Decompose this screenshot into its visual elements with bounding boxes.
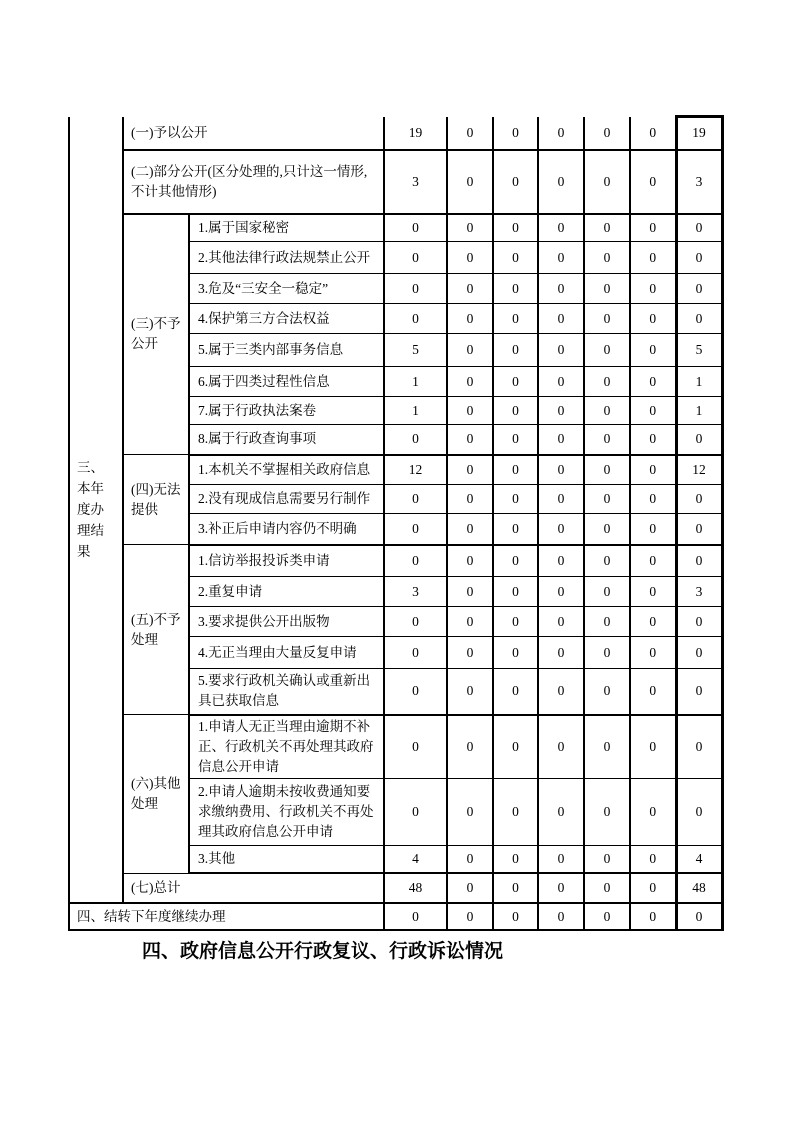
- value-cell: 0: [630, 214, 676, 242]
- value-cell: 0: [384, 545, 447, 577]
- value-cell: 0: [538, 637, 584, 669]
- value-cell: 0: [384, 214, 447, 242]
- value-cell: 0: [384, 778, 447, 845]
- value-cell: 0: [630, 545, 676, 577]
- value-cell: 0: [384, 304, 447, 334]
- value-cell: 0: [630, 715, 676, 779]
- value-cell: 0: [447, 778, 493, 845]
- row-item-label-cell: 8.属于行政查询事项: [189, 425, 384, 455]
- value-cell: 0: [676, 715, 722, 779]
- value-cell: 0: [384, 242, 447, 274]
- value-cell: 0: [676, 607, 722, 637]
- row-item-label-cell: 1.信访举报投诉类申请: [189, 545, 384, 577]
- value-cell: 0: [538, 669, 584, 715]
- value-cell: 12: [676, 455, 722, 485]
- value-cell: 0: [630, 425, 676, 455]
- value-cell: 0: [584, 117, 630, 150]
- value-cell: 0: [493, 715, 538, 779]
- value-cell: 0: [630, 637, 676, 669]
- value-cell: 0: [493, 274, 538, 304]
- value-cell: 0: [538, 903, 584, 930]
- value-cell: 5: [384, 334, 447, 367]
- value-cell: 0: [538, 304, 584, 334]
- value-cell: 0: [447, 545, 493, 577]
- table-row: [69, 715, 722, 779]
- row-label-cell: (二)部分公开(区分处理的,只计这一情形,不计其他情形): [123, 150, 384, 214]
- value-cell: 0: [630, 778, 676, 845]
- value-cell: 0: [493, 214, 538, 242]
- value-cell: 0: [676, 485, 722, 514]
- value-cell: 0: [493, 669, 538, 715]
- value-cell: 0: [493, 514, 538, 545]
- value-cell: 0: [584, 367, 630, 397]
- value-cell: 4: [676, 845, 722, 873]
- value-cell: 5: [676, 334, 722, 367]
- table-row: [69, 455, 722, 485]
- value-cell: 0: [493, 150, 538, 214]
- value-cell: 0: [493, 873, 538, 903]
- value-cell: 0: [493, 304, 538, 334]
- value-cell: 0: [384, 903, 447, 930]
- row-item-label-cell: 2.没有现成信息需要另行制作: [189, 485, 384, 514]
- value-cell: 0: [447, 455, 493, 485]
- value-cell: 0: [584, 514, 630, 545]
- value-cell: 0: [447, 242, 493, 274]
- value-cell: 0: [676, 242, 722, 274]
- row-item-label-cell: 3.补正后申请内容仍不明确: [189, 514, 384, 545]
- value-cell: 0: [676, 637, 722, 669]
- value-cell: 0: [584, 485, 630, 514]
- row-item-label-cell: 5.要求行政机关确认或重新出具已获取信息: [189, 669, 384, 715]
- value-cell: 0: [447, 334, 493, 367]
- row-item-label-cell: 3.其他: [189, 845, 384, 873]
- value-cell: 0: [384, 607, 447, 637]
- value-cell: 0: [538, 334, 584, 367]
- value-cell: 0: [584, 304, 630, 334]
- value-cell: 0: [630, 274, 676, 304]
- annual-processing-results-table: [68, 115, 724, 931]
- value-cell: 0: [447, 485, 493, 514]
- row-label-cell: 四、结转下年度继续办理: [69, 903, 384, 930]
- value-cell: 0: [630, 397, 676, 425]
- value-cell: 0: [630, 514, 676, 545]
- value-cell: 0: [584, 425, 630, 455]
- row-label-cell: (一)予以公开: [123, 117, 384, 150]
- value-cell: 0: [676, 425, 722, 455]
- value-cell: 0: [538, 150, 584, 214]
- value-cell: 0: [538, 845, 584, 873]
- value-cell: 0: [630, 873, 676, 903]
- value-cell: 0: [630, 577, 676, 607]
- row-item-label-cell: 4.保护第三方合法权益: [189, 304, 384, 334]
- value-cell: 0: [538, 485, 584, 514]
- value-cell: 0: [447, 873, 493, 903]
- value-cell: 0: [538, 367, 584, 397]
- value-cell: 0: [630, 607, 676, 637]
- row-item-label-cell: 7.属于行政执法案卷: [189, 397, 384, 425]
- table-row: [69, 150, 722, 214]
- row-item-label-cell: 6.属于四类过程性信息: [189, 367, 384, 397]
- value-cell: 0: [493, 397, 538, 425]
- value-cell: 4: [384, 845, 447, 873]
- value-cell: 0: [676, 304, 722, 334]
- value-cell: 0: [584, 607, 630, 637]
- table-row: [69, 117, 722, 150]
- value-cell: 3: [676, 150, 722, 214]
- value-cell: 0: [630, 304, 676, 334]
- row-label-cell: (五)不予处理: [123, 545, 189, 715]
- row-label-cell: (七)总计: [123, 873, 384, 903]
- value-cell: 0: [538, 214, 584, 242]
- value-cell: 0: [676, 514, 722, 545]
- value-cell: 0: [538, 607, 584, 637]
- value-cell: 3: [676, 577, 722, 607]
- row-item-label-cell: 1.申请人无正当理由逾期不补正、行政机关不再处理其政府信息公开申请: [189, 715, 384, 779]
- value-cell: 0: [676, 669, 722, 715]
- row-item-label-cell: 1.本机关不掌握相关政府信息: [189, 455, 384, 485]
- value-cell: 48: [384, 873, 447, 903]
- value-cell: 3: [384, 577, 447, 607]
- value-cell: 19: [384, 117, 447, 150]
- value-cell: 0: [630, 242, 676, 274]
- table-body: [69, 117, 722, 931]
- value-cell: 0: [447, 903, 493, 930]
- value-cell: 0: [447, 367, 493, 397]
- row-item-label-cell: 1.属于国家秘密: [189, 214, 384, 242]
- value-cell: 1: [676, 367, 722, 397]
- value-cell: 0: [538, 514, 584, 545]
- value-cell: 0: [493, 637, 538, 669]
- row-item-label-cell: 2.申请人逾期未按收费通知要求缴纳费用、行政机关不再处理其政府信息公开申请: [189, 778, 384, 845]
- row-item-label-cell: 3.危及“三安全一稳定”: [189, 274, 384, 304]
- value-cell: 0: [584, 778, 630, 845]
- value-cell: 0: [630, 455, 676, 485]
- value-cell: 0: [384, 485, 447, 514]
- value-cell: 0: [384, 637, 447, 669]
- value-cell: 0: [493, 455, 538, 485]
- value-cell: 0: [493, 117, 538, 150]
- value-cell: 0: [538, 545, 584, 577]
- value-cell: 0: [676, 778, 722, 845]
- value-cell: 0: [630, 150, 676, 214]
- value-cell: 0: [493, 485, 538, 514]
- value-cell: 0: [493, 845, 538, 873]
- value-cell: 0: [447, 715, 493, 779]
- value-cell: 0: [493, 577, 538, 607]
- value-cell: 0: [538, 455, 584, 485]
- value-cell: 0: [384, 514, 447, 545]
- row-label-cell: (四)无法提供: [123, 455, 189, 545]
- row-item-label-cell: 3.要求提供公开出版物: [189, 607, 384, 637]
- value-cell: 0: [584, 242, 630, 274]
- value-cell: 0: [584, 274, 630, 304]
- value-cell: 0: [447, 514, 493, 545]
- value-cell: 0: [584, 545, 630, 577]
- value-cell: 0: [384, 274, 447, 304]
- value-cell: 0: [630, 334, 676, 367]
- value-cell: 0: [538, 425, 584, 455]
- value-cell: 1: [384, 397, 447, 425]
- section-4-heading: 四、政府信息公开行政复议、行政诉讼情况: [142, 941, 504, 962]
- value-cell: 0: [630, 903, 676, 930]
- row-label-cell: (六)其他处理: [123, 715, 189, 874]
- value-cell: 0: [584, 669, 630, 715]
- value-cell: 0: [584, 903, 630, 930]
- value-cell: 0: [630, 117, 676, 150]
- value-cell: 0: [676, 903, 722, 930]
- row-item-label-cell: 2.其他法律行政法规禁止公开: [189, 242, 384, 274]
- value-cell: 0: [538, 242, 584, 274]
- value-cell: 1: [384, 367, 447, 397]
- value-cell: 0: [447, 669, 493, 715]
- value-cell: 0: [447, 425, 493, 455]
- value-cell: 0: [630, 367, 676, 397]
- value-cell: 0: [447, 214, 493, 242]
- table-row: [69, 545, 722, 577]
- value-cell: 0: [447, 845, 493, 873]
- row-label-cell: (三)不予公开: [123, 214, 189, 455]
- value-cell: 0: [630, 669, 676, 715]
- value-cell: 0: [493, 778, 538, 845]
- value-cell: 19: [676, 117, 722, 150]
- row-group-label-cell: 三、本年度办理结果: [69, 117, 123, 904]
- value-cell: 0: [493, 367, 538, 397]
- value-cell: 0: [447, 577, 493, 607]
- value-cell: 0: [630, 845, 676, 873]
- value-cell: 0: [584, 873, 630, 903]
- value-cell: 0: [447, 304, 493, 334]
- table-row: [69, 214, 722, 242]
- value-cell: 0: [676, 545, 722, 577]
- value-cell: 0: [493, 607, 538, 637]
- value-cell: 0: [493, 545, 538, 577]
- value-cell: 0: [584, 845, 630, 873]
- value-cell: 12: [384, 455, 447, 485]
- value-cell: 0: [447, 117, 493, 150]
- value-cell: 48: [676, 873, 722, 903]
- value-cell: 0: [384, 425, 447, 455]
- value-cell: 0: [384, 715, 447, 779]
- value-cell: 0: [493, 425, 538, 455]
- table-row: [69, 903, 722, 930]
- row-item-label-cell: 4.无正当理由大量反复申请: [189, 637, 384, 669]
- value-cell: 0: [538, 117, 584, 150]
- value-cell: 0: [584, 715, 630, 779]
- value-cell: 0: [584, 455, 630, 485]
- value-cell: 0: [538, 715, 584, 779]
- row-item-label-cell: 5.属于三类内部事务信息: [189, 334, 384, 367]
- value-cell: 0: [384, 669, 447, 715]
- value-cell: 0: [676, 214, 722, 242]
- value-cell: 0: [676, 274, 722, 304]
- value-cell: 0: [447, 637, 493, 669]
- value-cell: 0: [584, 637, 630, 669]
- value-cell: 0: [538, 873, 584, 903]
- value-cell: 0: [630, 485, 676, 514]
- table-row: [69, 873, 722, 903]
- value-cell: 0: [584, 214, 630, 242]
- value-cell: 0: [584, 150, 630, 214]
- row-item-label-cell: 2.重复申请: [189, 577, 384, 607]
- value-cell: 3: [384, 150, 447, 214]
- value-cell: 0: [538, 397, 584, 425]
- value-cell: 0: [584, 577, 630, 607]
- value-cell: 0: [538, 778, 584, 845]
- value-cell: 0: [447, 607, 493, 637]
- value-cell: 0: [538, 577, 584, 607]
- value-cell: 0: [447, 150, 493, 214]
- value-cell: 0: [447, 274, 493, 304]
- value-cell: 0: [493, 242, 538, 274]
- value-cell: 0: [493, 334, 538, 367]
- value-cell: 0: [493, 903, 538, 930]
- value-cell: 0: [447, 397, 493, 425]
- value-cell: 0: [538, 274, 584, 304]
- value-cell: 0: [584, 334, 630, 367]
- value-cell: 1: [676, 397, 722, 425]
- value-cell: 0: [584, 397, 630, 425]
